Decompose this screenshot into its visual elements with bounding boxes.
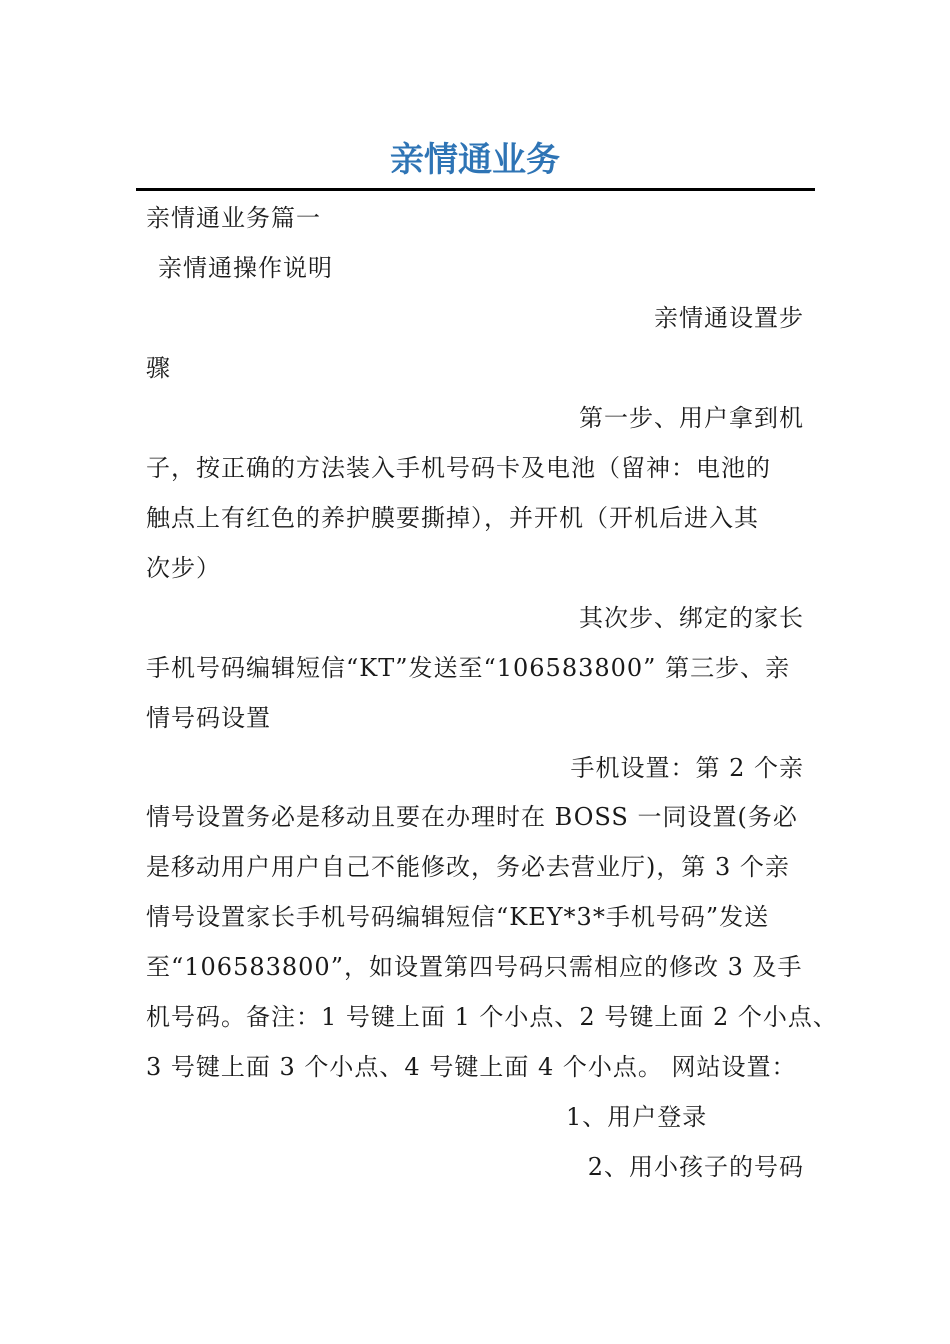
- text-line: 其次步、绑定的家长: [579, 604, 804, 632]
- text-line: 次步）: [146, 554, 221, 582]
- text-line: 亲情通操作说明: [158, 254, 333, 282]
- text-line: 情号码设置: [146, 704, 271, 732]
- text-line: 亲情通设置步: [654, 304, 804, 332]
- text-line: 手机号码编辑短信“KT”发送至“106583800” 第三步、亲: [146, 654, 791, 682]
- text-line: 子，按正确的方法装入手机号码卡及电池（留神：电池的: [146, 454, 771, 482]
- text-line: 3 号键上面 3 个小点、4 号键上面 4 个小点。 网站设置：: [146, 1053, 797, 1081]
- title-divider: [136, 188, 815, 191]
- text-line: 2、用小孩子的号码: [587, 1153, 804, 1181]
- text-line: 骤: [146, 354, 171, 382]
- document-title: 亲情通业务: [390, 140, 560, 180]
- text-line: 是移动用户用户自己不能修改，务必去营业厅)，第 3 个亲: [146, 853, 790, 881]
- text-line: 触点上有红色的养护膜要撕掉），并开机（开机后进入其: [146, 504, 759, 532]
- text-line: 情号设置家长手机号码编辑短信“KEY*3*手机号码”发送: [146, 903, 770, 931]
- text-line: 至“106583800”，如设置第四号码只需相应的修改 3 及手: [146, 953, 803, 981]
- text-line: 手机设置：第 2 个亲: [570, 754, 804, 782]
- text-line: 机号码。备注：1 号键上面 1 个小点、2 号键上面 2 个小点、: [146, 1003, 838, 1031]
- text-line: 情号设置务必是移动且要在办理时在 BOSS 一同设置(务必: [146, 803, 798, 831]
- text-line: 第一步、用户拿到机: [579, 404, 804, 432]
- text-line: 亲情通业务篇一: [146, 204, 321, 232]
- text-line: 1、用户登录: [566, 1103, 708, 1131]
